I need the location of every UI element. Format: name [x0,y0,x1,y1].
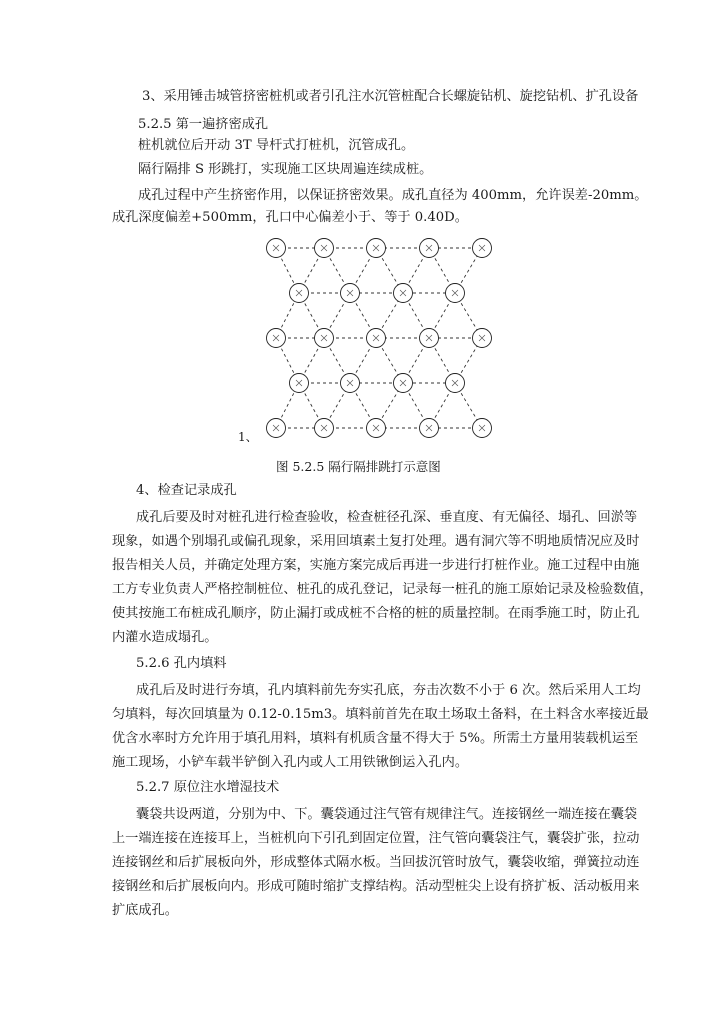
figure-caption: 图 5.2.5 隔行隔排跳打示意图 [276,459,441,474]
paragraph-filling-line2: 匀填料，每次回填量为 0.12-0.15m3。填料前首先在取土场取土备料，在土料含水率接近最 [112,707,649,722]
pile-layout-diagram [255,232,505,450]
paragraph-inspection-line5: 使其按施工布桩成孔顺序，防止漏打或成桩不合格的桩的质量控制。在雨季施工时，防止孔 [112,606,640,621]
paragraph-inspection-line2: 现象，如遇个别塌孔或偏孔现象，采用回填素土复打处理。遇有洞穴等不明地质情况应及时 [112,534,640,549]
paragraph-compaction-line2: 成孔深度偏差+500mm，孔口中心偏差小于、等于 0.40D。 [112,210,468,225]
section-heading-5-2-6: 5.2.6 孔内填料 [136,656,227,671]
paragraph-water-injection-line4: 接钢丝和后扩展板向内。形成可随时缩扩支撑结构。活动型桩尖上设有挤扩板、活动板用来 [112,879,640,894]
paragraph-inspection-line4: 工方专业负责人严格控制桩位、桩孔的成孔登记，记录每一桩孔的施工原始记录及检验数值， [112,582,653,597]
paragraph-equipment: 3、采用锤击城管挤密桩机或者引孔注水沉管桩配合长螺旋钻机、旋挖钻机、扩孔设备 [142,89,639,104]
paragraph-filling-line1: 成孔后及时进行夯填，孔内填料前先夯实孔底，夯击次数不小于 6 次。然后采用人工均 [136,683,641,698]
paragraph-water-injection-line5: 扩底成孔。 [112,903,178,918]
section-heading-5-2-5: 5.2.5 第一遍挤密成孔 [138,117,269,132]
paragraph-water-injection-line3: 连接钢丝和后扩展板向外，形成整体式隔水板。当回拔沉管时放气，囊袋收缩，弹簧拉动连 [112,855,640,870]
paragraph-filling-line3: 优含水率时方允许用于填孔用料，填料有机质含量不得大于 5%。所需土方量用装载机运至 [112,731,639,746]
paragraph-inspection-line3: 报告相关人员，并确定处理方案，实施方案完成后再进一步进行打桩作业。施工过程中由施 [112,558,640,573]
section-heading-4: 4、检查记录成孔 [136,483,237,498]
paragraph-water-injection-line2: 上一端连接在连接耳上，当桩机向下引孔到固定位置，注气管向囊袋注气，囊袋扩张，拉动 [112,831,640,846]
paragraph-compaction-line1: 成孔过程中产生挤密作用，以保证挤密效果。成孔直径为 400mm，允许误差-20mm。 [138,188,648,203]
paragraph-inspection-line6: 内灌水造成塌孔。 [112,630,218,645]
pile-layout-svg [255,232,505,450]
paragraph-pile-positioning: 桩机就位后开动 3T 导杆式打桩机，沉管成孔。 [138,138,415,153]
section-heading-5-2-7: 5.2.7 原位注水增湿技术 [136,780,280,795]
paragraph-water-injection-line1: 囊袋共设两道，分别为中、下。囊袋通过注气管有规律注气。连接钢丝一端连接在囊袋 [136,807,638,822]
figure-left-label: 1、 [238,430,258,444]
paragraph-filling-line4: 施工现场，小铲车载半铲倒入孔内或人工用铁锹倒运入孔内。 [112,755,469,770]
paragraph-skip-driving: 隔行隔排 S 形跳打，实现施工区块周遍连续成桩。 [138,162,433,177]
paragraph-inspection-line1: 成孔后要及时对桩孔进行检查验收，检查桩径孔深、垂直度、有无偏径、塌孔、回淤等 [136,510,638,525]
